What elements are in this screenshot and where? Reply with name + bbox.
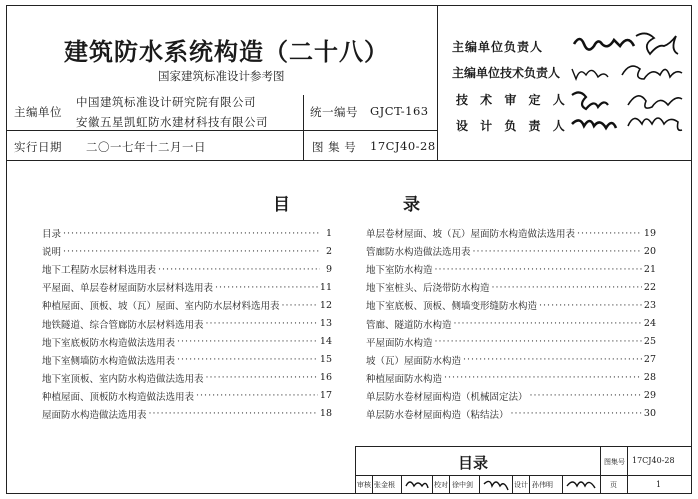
- toc-entry: [42, 333, 332, 351]
- toc-leader-dots: [454, 318, 642, 329]
- toc-leader-dots: [206, 318, 318, 329]
- toc-entry-page: 19: [643, 227, 656, 239]
- toc-entry-page: 13: [319, 318, 332, 330]
- toc-leader-dots: [444, 372, 642, 383]
- titleblock-page-no: 1: [656, 480, 662, 489]
- titleblock-atlas-label: 图集号: [604, 458, 625, 466]
- impl-date-value: 二〇一七年十二月一日: [86, 140, 206, 154]
- toc-entry-page: 14: [319, 336, 332, 348]
- toc-heading-left: 目: [273, 195, 290, 215]
- toc-entry: [42, 314, 332, 332]
- toc-entry-page: 27: [643, 354, 656, 366]
- tb-cell-div: [449, 475, 450, 494]
- responsible-label-2: 主编单位技术负责人: [452, 66, 561, 80]
- unified-no-label: 统一编号: [310, 105, 358, 119]
- toc-entry-label: 说明: [42, 247, 62, 259]
- toc-leader-dots: [177, 336, 318, 347]
- toc-entry: [42, 387, 332, 405]
- toc-heading-right: 录: [403, 195, 420, 215]
- toc-left-column: [42, 224, 332, 423]
- toc-entry-label: 管廊、隧道防水构造: [366, 319, 452, 331]
- toc-entry-page: 12: [319, 299, 332, 311]
- toc-entry-page: 11: [319, 281, 332, 293]
- toc-entry: [366, 224, 656, 242]
- toc-entry: [42, 278, 332, 296]
- date-row-divider: [6, 130, 437, 131]
- header-divider-horizontal: [6, 160, 692, 161]
- atlas-no-value: 17CJ40-28: [370, 139, 436, 153]
- titleblock-page-label: 页: [610, 481, 617, 489]
- toc-leader-dots: [492, 282, 642, 293]
- unified-no-value: GJCT-163: [370, 104, 429, 118]
- titleblock-design-label: 设计: [514, 481, 528, 489]
- toc-entry-label: 目录: [42, 229, 62, 241]
- toc-right-column: [366, 224, 656, 423]
- page-title: 建筑防水系统构造（二十八）: [64, 38, 389, 66]
- editor-label: 主编单位: [14, 105, 62, 119]
- toc-leader-dots: [282, 300, 318, 311]
- toc-entry-label: 单层卷材屋面、坡（瓦）屋面防水构造做法选用表: [366, 229, 576, 241]
- toc-leader-dots: [530, 390, 642, 401]
- toc-entry-label: 单层防水卷材屋面构造（粘结法）: [366, 409, 509, 421]
- toc-entry: [366, 405, 656, 423]
- toc-entry: [366, 333, 656, 351]
- checker-signature: [482, 476, 510, 493]
- toc-entry-page: 30: [643, 408, 656, 420]
- atlas-no-label: 图 集 号: [312, 140, 357, 154]
- toc-entry-label: 种植屋面防水构造: [366, 373, 443, 385]
- toc-entry-label: 地下室顶板、室内防水构造做法选用表: [42, 373, 204, 385]
- toc-entry-label: 种植屋面、顶板、坡（瓦）屋面、室内防水层材料选用表: [42, 301, 280, 313]
- toc-entry-page: 16: [319, 372, 332, 384]
- toc-leader-dots: [63, 246, 320, 257]
- toc-entry-label: 地铁隧道、综合管廊防水层材料选用表: [42, 319, 204, 331]
- header-divider-vertical: [437, 5, 438, 160]
- toc-entry-page: 1: [325, 227, 332, 239]
- toc-entry: [42, 351, 332, 369]
- toc-entry-label: 地下工程防水层材料选用表: [42, 265, 157, 277]
- toc-entry: [366, 296, 656, 314]
- titleblock-atlas-div: [600, 446, 601, 494]
- toc-entry-page: 9: [325, 263, 332, 275]
- signature-design-lead: [568, 108, 690, 142]
- toc-leader-dots: [158, 264, 320, 275]
- titleblock-atlas-no: 17CJ40-28: [632, 456, 675, 465]
- toc-entry-page: 20: [643, 245, 656, 257]
- toc-leader-dots: [196, 390, 318, 401]
- toc-entry: [42, 260, 332, 278]
- toc-leader-dots: [206, 372, 318, 383]
- titleblock-check-label: 校对: [434, 481, 448, 489]
- toc-entry: [42, 405, 332, 423]
- titleblock-reviewer: 张金根: [374, 481, 395, 489]
- tb-cell-div: [401, 475, 402, 494]
- toc-entry: [366, 314, 656, 332]
- impl-date-label: 实行日期: [14, 140, 62, 154]
- header-inner-divider: [303, 95, 304, 160]
- toc-entry-page: 25: [643, 336, 656, 348]
- toc-entry-label: 地下室防水构造: [366, 265, 433, 277]
- toc-leader-dots: [577, 228, 642, 239]
- tb-cell-div: [479, 475, 480, 494]
- toc-entry-label: 平屋面、单层卷材屋面防水层材料选用表: [42, 283, 214, 295]
- toc-entry: [366, 260, 656, 278]
- responsible-label-1: 主编单位负责人: [452, 40, 544, 54]
- toc-entry-page: 22: [643, 281, 656, 293]
- toc-entry-page: 18: [319, 408, 332, 420]
- toc-entry-page: 28: [643, 372, 656, 384]
- page-subtitle: 国家建筑标准设计参考图: [158, 69, 285, 83]
- toc-entry: [42, 224, 332, 242]
- toc-entry-label: 地下室桩头、后浇带防水构造: [366, 283, 490, 295]
- toc-leader-dots: [177, 354, 318, 365]
- toc-entry-label: 种植屋面、顶板防水构造做法选用表: [42, 391, 195, 403]
- toc-entry-label: 地下室底板防水构造做法选用表: [42, 337, 176, 349]
- toc-entry-label: 地下室底板、顶板、侧墙变形缝防水构造: [366, 301, 538, 313]
- toc-entry: [366, 242, 656, 260]
- toc-leader-dots: [511, 408, 642, 419]
- toc-leader-dots: [435, 264, 642, 275]
- toc-entry: [42, 369, 332, 387]
- toc-entry-label: 单层防水卷材屋面构造（机械固定法）: [366, 391, 528, 403]
- titleblock-top: [355, 446, 692, 447]
- toc-entry: [366, 278, 656, 296]
- titleblock-atlas-div-2: [627, 446, 628, 494]
- reviewer-signature: [404, 476, 430, 493]
- tb-cell-div: [372, 475, 373, 494]
- toc-entry-page: 23: [643, 299, 656, 311]
- tb-cell-div: [562, 475, 563, 494]
- toc-entry: [42, 296, 332, 314]
- tb-cell-div: [432, 475, 433, 494]
- toc-entry-page: 17: [319, 390, 332, 402]
- titleblock-designer: 孙伟明: [532, 481, 553, 489]
- toc-leader-dots: [539, 300, 642, 311]
- toc-entry-page: 29: [643, 390, 656, 402]
- toc-entry-label: 地下室侧墙防水构造做法选用表: [42, 355, 176, 367]
- toc-entry-label: 屋面防水构造做法选用表: [42, 409, 147, 421]
- tb-cell-div: [512, 475, 513, 494]
- toc-leader-dots: [215, 282, 318, 293]
- toc-entry: [366, 351, 656, 369]
- responsible-label-4: 设 计 负 责 人: [456, 119, 569, 133]
- toc-entry-page: 2: [325, 245, 332, 257]
- toc-leader-dots: [463, 354, 642, 365]
- toc-leader-dots: [149, 408, 318, 419]
- titleblock-left: [355, 446, 356, 494]
- tb-cell-div: [529, 475, 530, 494]
- toc-entry-label: 管廊防水构造做法选用表: [366, 247, 471, 259]
- titleblock-name: 目录: [458, 454, 489, 472]
- toc-entry-page: 15: [319, 354, 332, 366]
- toc-entry: [366, 387, 656, 405]
- toc-entry-label: 平屋面防水构造: [366, 337, 433, 349]
- responsible-label-3: 技 术 审 定 人: [456, 93, 569, 107]
- titleblock-checker: 徐中剑: [452, 481, 473, 489]
- toc-leader-dots: [435, 336, 642, 347]
- editor-org-1: 中国建筑标准设计研究院有限公司: [76, 95, 256, 109]
- toc-entry-page: 24: [643, 318, 656, 330]
- toc-leader-dots: [473, 246, 642, 257]
- titleblock-review-label: 审核: [357, 481, 371, 489]
- toc-entry-label: 坡（瓦）屋面防水构造: [366, 355, 462, 367]
- toc-entry-page: 21: [643, 263, 656, 275]
- toc-entry: [42, 242, 332, 260]
- designer-signature: [565, 476, 598, 493]
- toc-leader-dots: [63, 228, 320, 239]
- toc-entry: [366, 369, 656, 387]
- editor-org-2: 安徽五星凯虹防水建材科技有限公司: [76, 115, 268, 129]
